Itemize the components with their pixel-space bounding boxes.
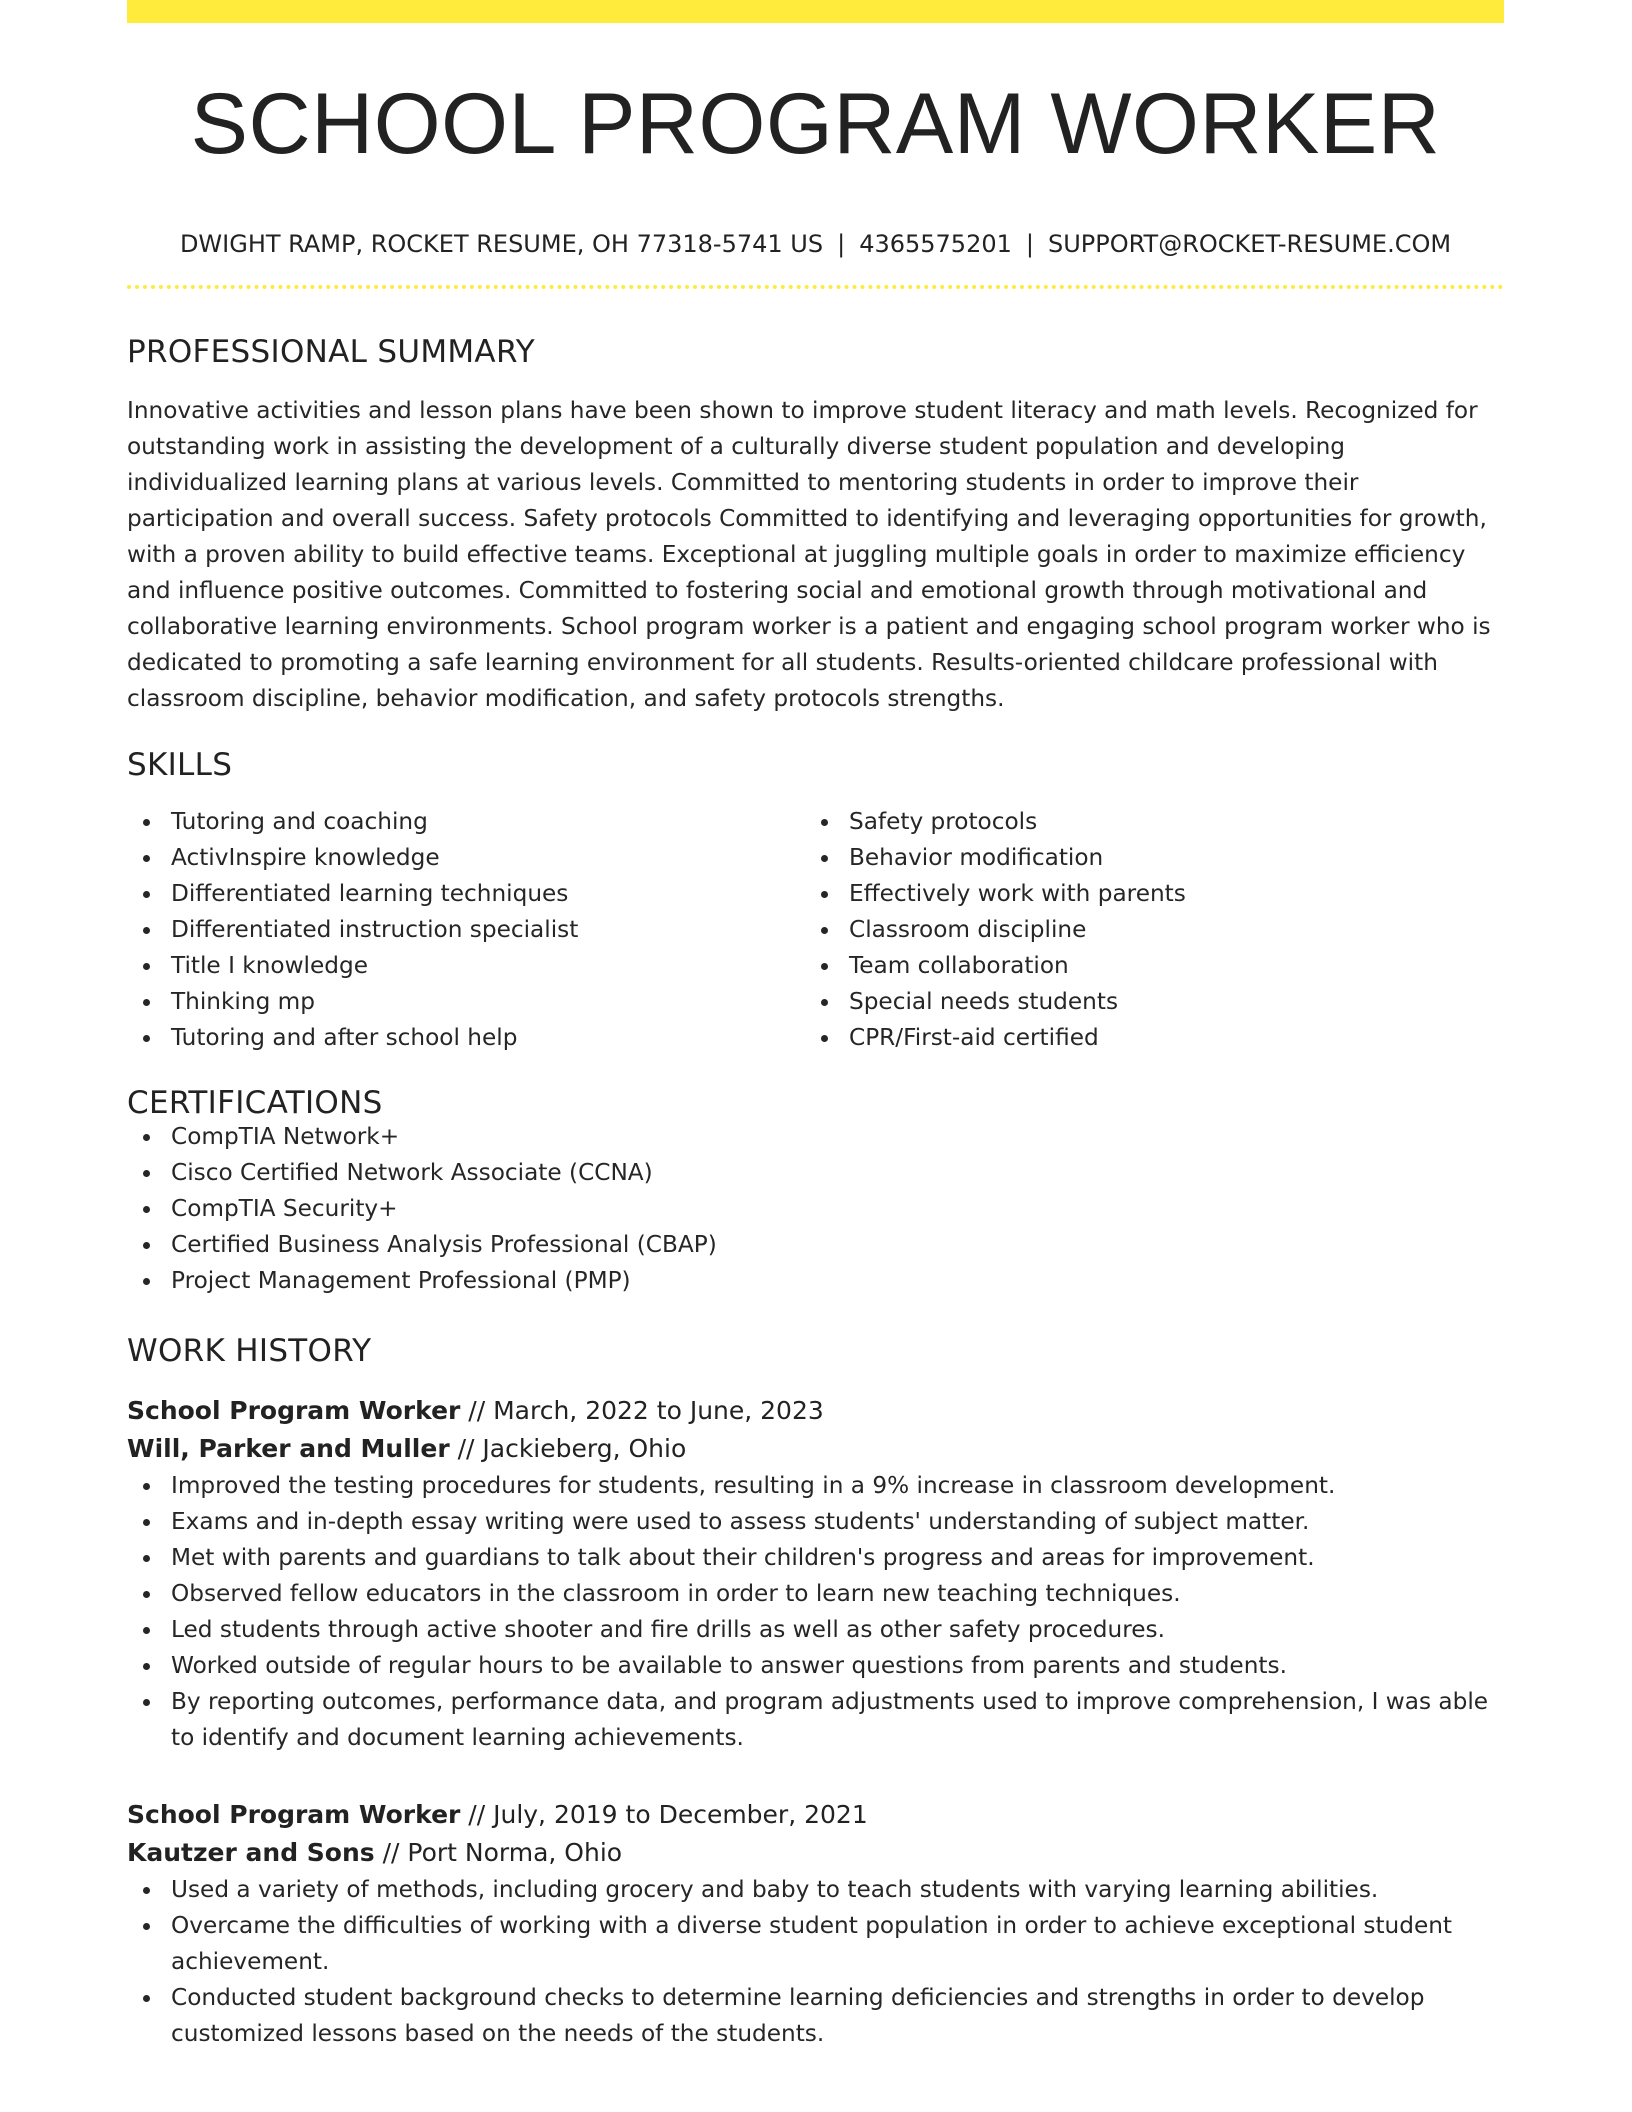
skill-item: Title I knowledge <box>127 948 805 984</box>
skill-item: Team collaboration <box>805 948 1483 984</box>
job-duty-item: Improved the testing procedures for students, resulting in a 9% increase in classroom development. <box>127 1468 1504 1504</box>
skills-list-right <box>805 804 1483 1056</box>
skill-item: Thinking mp <box>127 984 805 1020</box>
skill-item: Special needs students <box>805 984 1483 1020</box>
summary-text: Innovative activities and lesson plans have been shown to improve student literacy and math levels. Recognized for outstanding work in assisting the development of a culturally diverse student population and developing individualized learning plans at various levels. Committed to mentoring students in order to improve their participation and overall success. Safety protocols Committed to identifying and leveraging opportunities for growth, with a proven ability to build effective teams. Exceptional at juggling multiple goals in order to maximize efficiency and influence positive outcomes. Committed to fostering social and emotional growth through motivational and collaborative learning environments. School program worker is a patient and engaging school program worker who is dedicated to promoting a safe learning environment for all students. Results-oriented childcare professional with classroom discipline, behavior modification, and safety protocols strengths. <box>127 397 1491 712</box>
contact-address: DWIGHT RAMP, ROCKET RESUME, OH 77318-5741 US <box>179 230 824 258</box>
certification-item: Cisco Certified Network Associate (CCNA) <box>127 1155 1504 1191</box>
job-duties-list <box>127 1872 1504 2052</box>
certifications-list <box>127 1119 1504 1299</box>
job-duty-item: By reporting outcomes, performance data, and program adjustments used to improve comprehension, I was able to identify and document learning achievements. <box>127 1684 1504 1756</box>
job-duties-list <box>127 1468 1504 1756</box>
contact-phone[interactable]: 4365575201 <box>859 230 1012 258</box>
skill-item: Differentiated instruction specialist <box>127 912 805 948</box>
skill-item: Differentiated learning techniques <box>127 876 805 912</box>
job-company-line <box>127 1430 1504 1468</box>
job-entry <box>127 1392 1504 1756</box>
certification-item: CompTIA Network+ <box>127 1119 1504 1155</box>
job-location: // Jackieberg, Ohio <box>449 1434 687 1463</box>
job-duty-item: Met with parents and guardians to talk about their children's progress and areas for improvement. <box>127 1540 1504 1576</box>
skill-item: Classroom discipline <box>805 912 1483 948</box>
skill-item: Effectively work with parents <box>805 876 1483 912</box>
summary-heading: PROFESSIONAL SUMMARY <box>127 334 536 370</box>
contact-separator: | <box>1025 230 1034 258</box>
top-accent-bar <box>127 0 1504 23</box>
job-duty-item: Exams and in-depth essay writing were used to assess students' understanding of subject matter. <box>127 1504 1504 1540</box>
certifications-heading: CERTIFICATIONS <box>127 1085 383 1121</box>
skill-item: Behavior modification <box>805 840 1483 876</box>
job-company: Kautzer and Sons <box>127 1838 375 1867</box>
resume-page <box>127 0 1504 2052</box>
skill-item: CPR/First-aid certified <box>805 1020 1483 1056</box>
skill-item: ActivInspire knowledge <box>127 840 805 876</box>
certification-item: Certified Business Analysis Professional (CBAP) <box>127 1227 1504 1263</box>
skills-list-left <box>127 804 805 1056</box>
work-history-heading: WORK HISTORY <box>127 1333 372 1369</box>
skills-heading: SKILLS <box>127 747 233 783</box>
contact-line <box>127 232 1504 256</box>
contact-separator: | <box>837 230 846 258</box>
candidate-title: SCHOOL PROGRAM WORKER <box>190 76 1441 172</box>
job-dates: // July, 2019 to December, 2021 <box>460 1800 868 1829</box>
skills-column-right <box>805 804 1483 1056</box>
contact-email[interactable]: SUPPORT@ROCKET-RESUME.COM <box>1047 230 1452 258</box>
job-company-line <box>127 1834 1504 1872</box>
job-role: School Program Worker <box>127 1800 461 1829</box>
job-duty-item: Used a variety of methods, including grocery and baby to teach students with varying learning abilities. <box>127 1872 1504 1908</box>
job-duty-item: Overcame the difficulties of working with a diverse student population in order to achieve exceptional student achievement. <box>127 1908 1504 1980</box>
job-duty-item: Led students through active shooter and fire drills as well as other safety procedures. <box>127 1612 1504 1648</box>
job-role: School Program Worker <box>127 1396 461 1425</box>
job-dates: // March, 2022 to June, 2023 <box>460 1396 824 1425</box>
job-company: Will, Parker and Muller <box>127 1434 450 1463</box>
job-role-line <box>127 1796 1504 1834</box>
skills-column-left <box>127 804 805 1056</box>
certification-item: Project Management Professional (PMP) <box>127 1263 1504 1299</box>
skill-item: Tutoring and coaching <box>127 804 805 840</box>
dotted-divider <box>127 285 1504 289</box>
job-role-line <box>127 1392 1504 1430</box>
skills-columns <box>127 804 1504 1056</box>
job-duty-item: Worked outside of regular hours to be available to answer questions from parents and students. <box>127 1648 1504 1684</box>
job-entry <box>127 1796 1504 2052</box>
certification-item: CompTIA Security+ <box>127 1191 1504 1227</box>
skill-item: Tutoring and after school help <box>127 1020 805 1056</box>
job-duty-item: Conducted student background checks to determine learning deficiencies and strengths in order to develop customized lessons based on the needs of the students. <box>127 1980 1504 2052</box>
skill-item: Safety protocols <box>805 804 1483 840</box>
job-location: // Port Norma, Ohio <box>374 1838 623 1867</box>
job-duty-item: Observed fellow educators in the classroom in order to learn new teaching techniques. <box>127 1576 1504 1612</box>
